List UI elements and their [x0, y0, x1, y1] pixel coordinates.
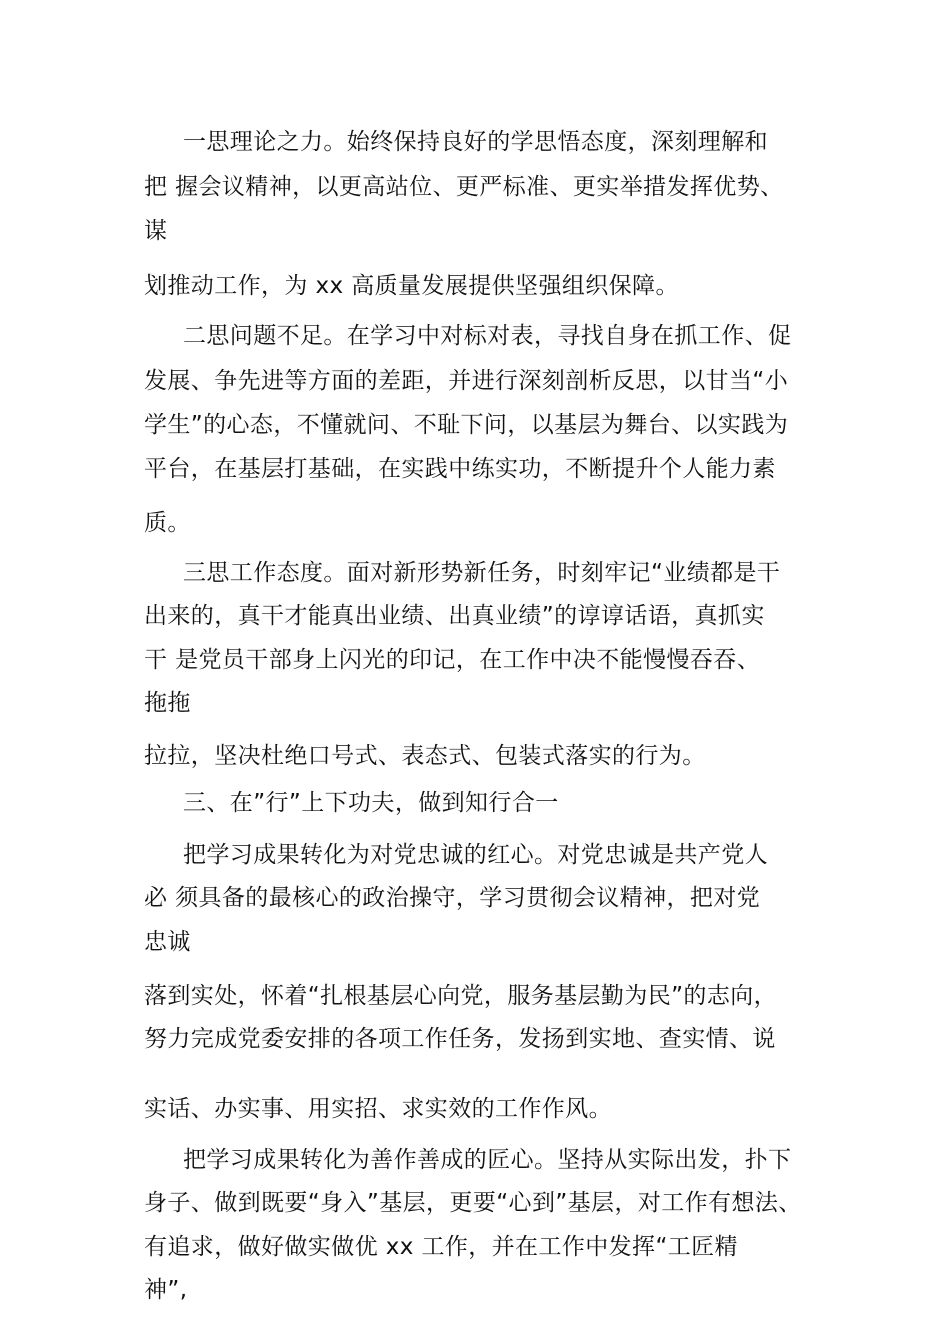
p1-line-4: 划推动工作，为 xx 高质量发展提供坚强组织保障。 — [144, 273, 679, 299]
p1-line-1: 一思理论之力。始终保持良好的学思悟态度，深刻理解和 — [183, 129, 768, 155]
p4-line-3: 忠诚 — [144, 929, 191, 955]
p1-line-2: 把 握会议精神，以更高站位、更严标准、更实举措发挥优势、 — [144, 174, 784, 200]
p4-line-1: 把学习成果转化为对党忠诚的红心。对党忠诚是共产党人 — [183, 842, 768, 868]
p2-line-2: 发展、争先进等方面的差距，并进行深刻剖析反思，以甘当“小 — [144, 368, 789, 394]
p2-line-1: 二思问题不足。在学习中对标对表，寻找自身在抓工作、促 — [183, 323, 792, 349]
p3-line-3: 干 是党员干部身上闪光的印记，在工作中决不能慢慢吞吞、 — [144, 647, 761, 673]
p5-line-1: 把学习成果转化为善作善成的匠心。坚持从实际出发，扑下 — [183, 1147, 792, 1173]
p4-line-5: 努力完成党委安排的各项工作任务，发扬到实地、查实情、说 — [144, 1026, 776, 1052]
p2-line-3: 学生”的心态，不懂就问、不耻下问，以基层为舞台、以实践为 — [144, 412, 789, 438]
p4-line-2: 必 须具备的最核心的政治操守，学习贯彻会议精神，把对党 — [144, 885, 761, 911]
section-heading: 三、在”行”上下功夫，做到知行合一 — [183, 790, 559, 816]
p2-line-4: 平台，在基层打基础，在实践中练实功，不断提升个人能力素 — [144, 456, 776, 482]
p5-line-3: 有追求，做好做实做优 xx 工作，并在工作中发挥“工匠精 — [144, 1234, 738, 1260]
p3-line-1: 三思工作态度。面对新形势新任务，时刻牢记“业绩都是干 — [183, 560, 781, 586]
p3-line-2: 出来的，真干才能真出业绩、出真业绩”的谆谆话语，真抓实 — [144, 603, 765, 629]
p3-line-5: 拉拉，坚决杜绝口号式、表态式、包装式落实的行为。 — [144, 743, 706, 769]
p4-line-6: 实话、办实事、用实招、求实效的工作作风。 — [144, 1096, 612, 1122]
p3-line-4: 拖拖 — [144, 690, 191, 716]
p1-line-3: 谋 — [144, 218, 168, 244]
p4-line-4: 落到实处，怀着“扎根基层心向党，服务基层勤为民”的志向， — [144, 983, 778, 1009]
p5-line-2: 身子、做到既要“身入”基层，更要“心到”基层，对工作有想法、 — [144, 1190, 802, 1216]
p5-line-4: 神”, — [144, 1277, 188, 1303]
p2-line-5: 质。 — [144, 510, 191, 536]
